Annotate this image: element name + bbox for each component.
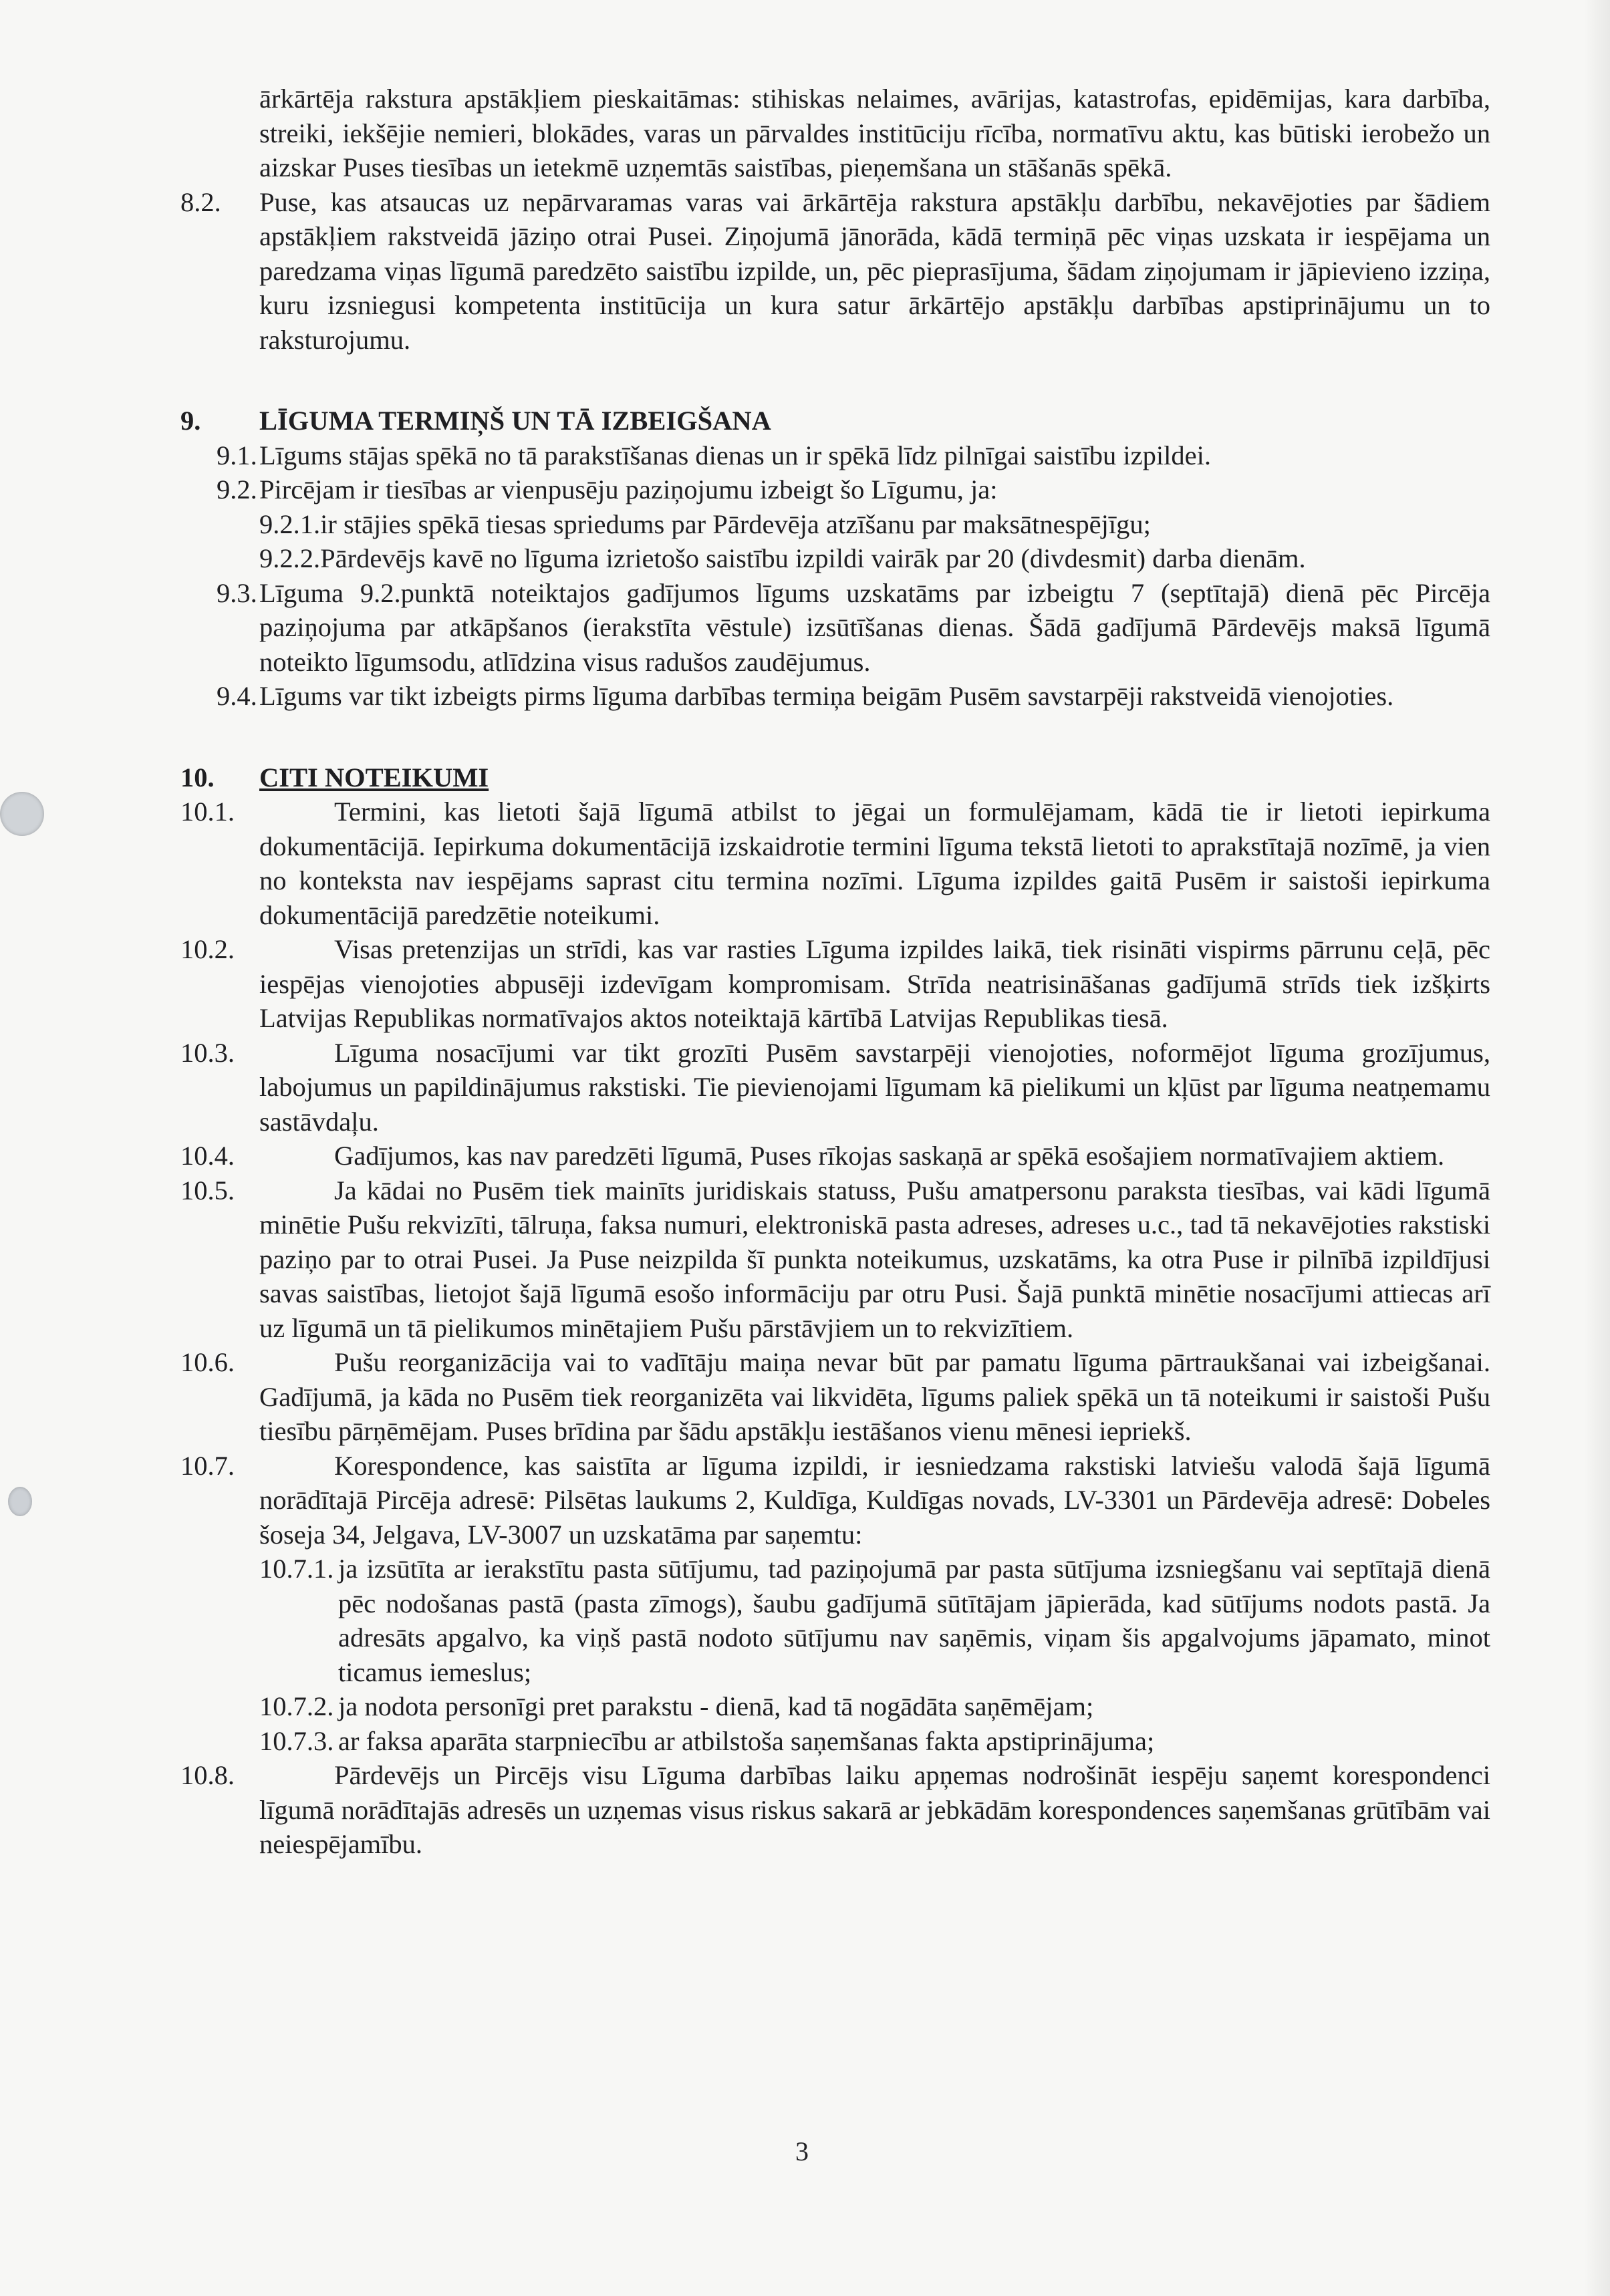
section-title: LĪGUMA TERMIŅŠ UN TĀ IZBEIGŠANA (259, 406, 771, 436)
clause-text: Korespondence, kas saistīta ar līguma izpildi, ir iesniedzama rakstiski latviešu valodā šajā līgumā norādītajā Pircēja adresē: Pilsētas laukums 2, Kuldīga, Kuldīgas novads, LV-3301 un Pārdevēja adresē: Dobeles šoseja 34, Jelgava, LV-3007 un uzskatāma par saņemtu: (259, 1450, 1490, 1550)
punch-hole-mark (0, 792, 44, 836)
clause-text: ja izsūtīta ar ierakstītu pasta sūtījumu, tad paziņojumā par pasta sūtījuma izsniegšanu vai septītajā dienā pēc nodošanas pastā (pasta zīmogs), šaubu gadījumā sūtītājam jāpierāda, kad sūtījums nodots pastā. Ja adresāts apgalvo, ka viņš pastā nodoto sūtījumu nav saņēmis, viņam šis apgalvojums jāpamato, minot ticamus iemeslus; (338, 1554, 1490, 1687)
clause-text: Gadījumos, kas nav paredzēti līgumā, Puses rīkojas saskaņā ar spēkā esošajiem normatīvajiem aktiem. (334, 1141, 1445, 1171)
clause-8-2 (180, 185, 1490, 357)
clause-number: 10.7.3. (259, 1725, 334, 1756)
clause-10-3 (180, 1036, 1490, 1139)
section-10-heading (180, 760, 1490, 795)
clause-number: 9.2. (217, 474, 257, 505)
clause-text: Līgums var tikt izbeigts pirms līguma darbības termiņa beigām Pusēm savstarpēji rakstveidā vienojoties. (259, 681, 1394, 711)
clause-text: Ja kādai no Pusēm tiek mainīts juridiskais statuss, Pušu amatpersonu paraksta tiesības, vai kādi līgumā minētie Pušu rekvizīti, tālruņa, faksa numuri, elektroniskā pasta adreses, adreses u.c., tad tā nekavējoties rakstiski paziņo par to otrai Pusei. Ja Puse neizpilda šī punkta noteikumus, uzskatāms, ka otra Puse ir pilnībā izpildījusi savas saistības, lietojot šajā līgumā esošo informāciju par otru Pusi. Šajā punktā minētie nosacījumi attiecas arī uz līgumā un tā pielikumos minētajiem Pušu pārstāvjiem un to rekvizītiem. (259, 1175, 1490, 1343)
clause-10-1 (180, 795, 1490, 932)
section-title: CITI NOTEIKUMI (259, 762, 489, 793)
scan-edge-shadow (1583, 0, 1610, 2296)
clause-10-7 (180, 1449, 1490, 1552)
clause-text: ar faksa aparāta starpniecību ar atbilstoša saņemšanas fakta apstiprinājuma; (338, 1725, 1155, 1756)
clause-number: 9.3. (217, 577, 257, 608)
clause-text: Pārdevējs kavē no līguma izrietošo saistību izpildi vairāk par 20 (divdesmit) darba dienām. (320, 543, 1306, 573)
clause-text: Pircējam ir tiesības ar vienpusēju paziņojumu izbeigt šo Līgumu, ja: (259, 474, 998, 505)
clause-text: ja nodota personīgi pret parakstu - dienā, kad tā nogādāta saņēmējam; (338, 1691, 1094, 1721)
clause-number: 10.8. (180, 1760, 235, 1790)
clause-10-7-2 (180, 1689, 1490, 1724)
clause-number: 10.3. (180, 1037, 235, 1068)
clause-text: Termini, kas lietoti šajā līgumā atbilst to jēgai un formulējamam, kādā tie ir lietoti iepirkuma dokumentācijā. Iepirkuma dokumentācijā izskaidrotie termini līguma tekstā lietoti to aprakstītajā nozīmē, ja vien no konteksta nav iespējams saprast citu termina nozīmi. Līguma izpildes gaitā Pusēm ir saistoši iepirkuma dokumentācijā paredzētie noteikumi. (259, 797, 1490, 930)
clause-9-2-2 (180, 541, 1490, 576)
clause-text: ir stājies spēkā tiesas spriedums par Pārdevēja atzīšanu par maksātnespējīgu; (320, 509, 1151, 539)
document-body (180, 82, 1490, 1862)
clause-10-8 (180, 1758, 1490, 1862)
section-number: 10. (180, 762, 215, 793)
clause-9-2-1 (180, 507, 1490, 542)
clause-text: Pārdevējs un Pircējs visu Līguma darbības laiku apņemas nodrošināt iespēju saņemt korespondenci līgumā norādītajās adresēs un uzņemas visus riskus sakarā ar jebkādām korespondences saņemšanas grūtībām vai neiespējamību. (259, 1760, 1490, 1859)
clause-number: 9.2.2. (259, 543, 321, 573)
clause-number: 9.4. (217, 681, 257, 711)
clause-10-6 (180, 1345, 1490, 1449)
clause-10-4 (180, 1139, 1490, 1173)
punch-hole-mark (8, 1487, 32, 1516)
clause-number: 10.7.1. (259, 1554, 334, 1584)
page-number: 3 (795, 2136, 809, 2166)
clause-9-3 (180, 576, 1490, 680)
clause-9-1 (180, 438, 1490, 473)
clause-8-1-continuation: ārkārtēja rakstura apstākļiem pieskaitāmas: stihiskas nelaimes, avārijas, katastrofas, epidēmijas, kara darbība, streiki, iekšējie nemieri, blokādes, varas un pārvaldes institūciju rīcība, normatīvu aktu, kas būtiski ierobežo un aizskar Puses tiesības un ietekmē uzņemtās saistības, pieņemšana un stāšanās spēkā. (259, 84, 1490, 182)
clause-number: 8.2. (180, 186, 221, 217)
clause-10-2 (180, 932, 1490, 1036)
clause-text: Visas pretenzijas un strīdi, kas var rasties Līguma izpildes laikā, tiek risināti vispirms pārrunu ceļā, pēc iespējas vienojoties abpusēji izdevīgam kompromisam. Strīda neatrisināšanas gadījumā strīds tiek izšķirts Latvijas Republikas normatīvajos aktos noteiktajā kārtībā Latvijas Republikas tiesā. (259, 934, 1490, 1033)
clause-number: 10.2. (180, 934, 235, 964)
clause-9-2 (180, 472, 1490, 507)
clause-text: Līguma nosacījumi var tikt grozīti Pusēm savstarpēji vienojoties, noformējot līguma grozījumus, labojumus un papildinājumus rakstiski. Tie pievienojami līgumam kā pielikumi un kļūst par līguma neatņemamu sastāvdaļu. (259, 1037, 1490, 1137)
clause-text: Līgums stājas spēkā no tā parakstīšanas dienas un ir spēkā līdz pilnīgai saistību izpildei. (259, 440, 1211, 470)
clause-number: 10.5. (180, 1175, 235, 1205)
section-9-heading (180, 404, 1490, 438)
clause-text: Puse, kas atsaucas uz nepārvaramas varas vai ārkārtēja rakstura apstākļu darbību, nekavējoties par šādiem apstākļiem rakstveidā jāziņo otrai Pusei. Ziņojumā jānorāda, kādā termiņā pēc viņas uzskata ir iespējama un paredzama viņas līgumā paredzēto saistību izpilde, un, pēc pieprasījuma, šādam ziņojumam ir jāpievieno izziņa, kuru izsniegusi kompetenta institūcija un kura satur ārkārtējo apstākļu darbības apstiprinājumu un to raksturojumu. (259, 186, 1490, 355)
clause-10-7-3 (180, 1724, 1490, 1759)
clause-number: 10.7. (180, 1450, 235, 1481)
clause-number: 10.4. (180, 1141, 235, 1171)
clause-number: 9.1. (217, 440, 257, 470)
clause-number: 10.1. (180, 797, 235, 827)
clause-text: Līguma 9.2.punktā noteiktajos gadījumos līgums uzskatāms par izbeigtu 7 (septītajā) dienā pēc Pircēja paziņojuma par atkāpšanos (ierakstīta vēstule) izsūtīšanas dienas. Šādā gadījumā Pārdevējs maksā līgumā noteikto līgumsodu, atlīdzina visus radušos zaudējumus. (259, 577, 1490, 677)
clause-10-5 (180, 1173, 1490, 1346)
clause-number: 10.6. (180, 1347, 235, 1377)
clause-number: 9.2.1. (259, 509, 321, 539)
section-number: 9. (180, 406, 201, 436)
clause-9-4 (180, 679, 1490, 714)
clause-10-7-1 (180, 1552, 1490, 1689)
clause-number: 10.7.2. (259, 1691, 334, 1721)
clause-text: Pušu reorganizācija vai to vadītāju maiņa nevar būt par pamatu līguma pārtraukšanai vai izbeigšanai. Gadījumā, ja kāda no Pusēm tiek reorganizēta vai likvidēta, līgums paliek spēkā un tā noteikumi ir saistoši Pušu tiesību pārņēmējam. Puses brīdina par šādu apstākļu iestāšanos vienu mēnesi iepriekš. (259, 1347, 1490, 1446)
